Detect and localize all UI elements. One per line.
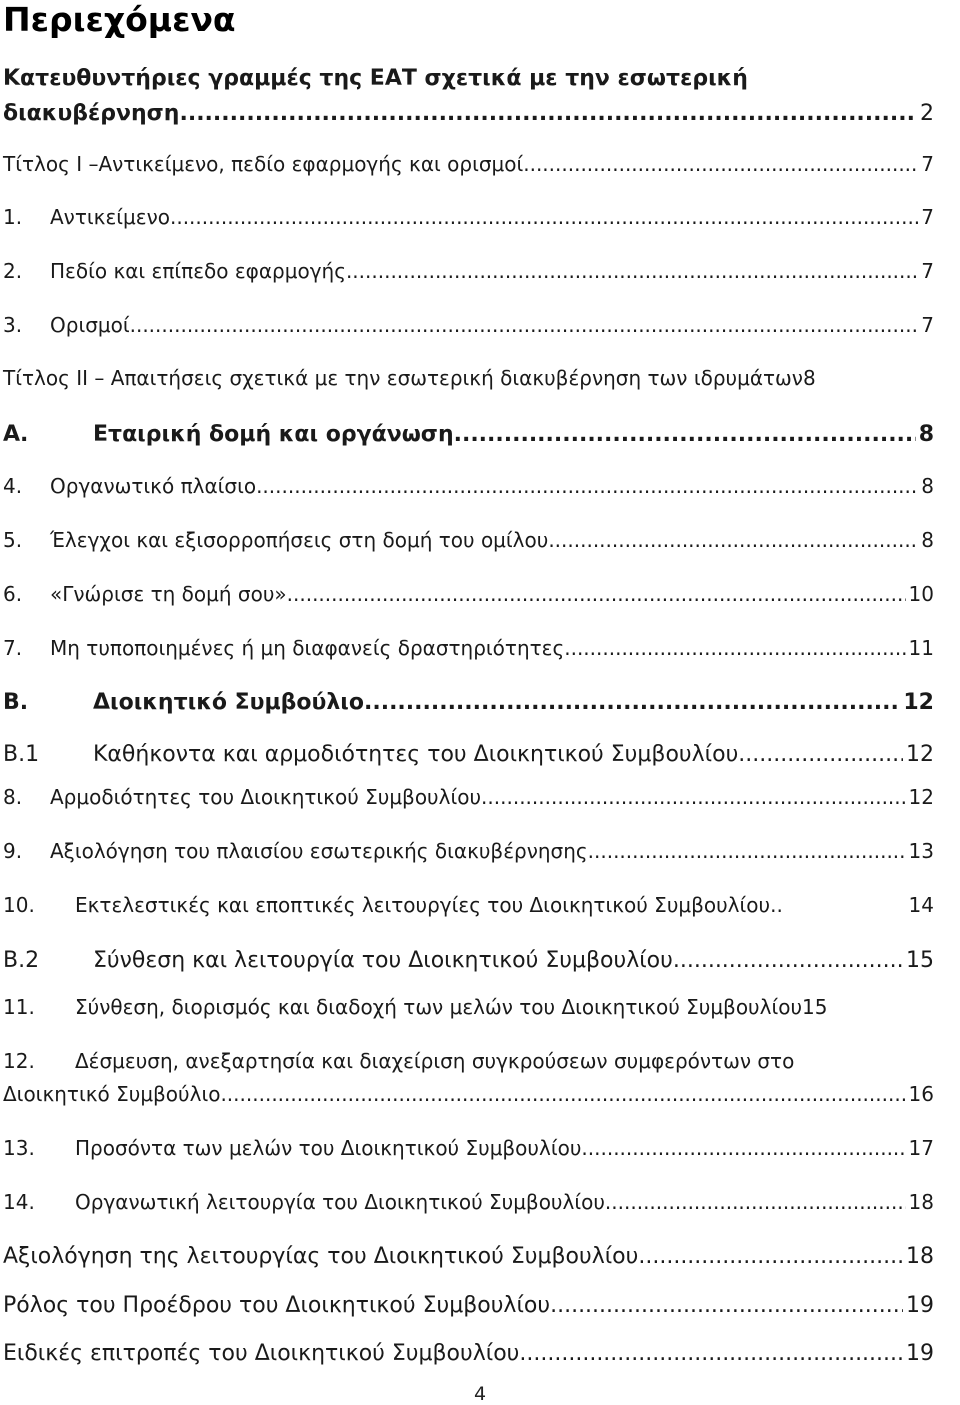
- toc-entry-page: 14: [908, 893, 934, 917]
- toc-entry-text: Τίτλος I –Αντικείμενο, πεδίο εφαρμογής και ορισμοί: [3, 152, 524, 176]
- toc-entry-title-1[interactable]: [3, 152, 934, 176]
- toc-entry-text: Διοικητικό Συμβούλιο: [3, 1082, 221, 1106]
- toc-entry-section-b2[interactable]: [3, 948, 934, 973]
- toc-entry-page: 15: [906, 948, 934, 973]
- dot-leader: [346, 259, 918, 283]
- toc-entry-12-line1[interactable]: [3, 1049, 934, 1073]
- dot-leader: [605, 1190, 906, 1214]
- toc-entry-text: Ρόλος του Προέδρου του Διοικητικού Συμβουλίου: [3, 1293, 551, 1318]
- toc-entry-page: 18: [908, 1190, 934, 1214]
- toc-entry-number: 8.: [3, 785, 23, 809]
- toc-entry-page: 7: [921, 259, 934, 283]
- toc-entry-text: Αρμοδιότητες του Διοικητικού Συμβουλίου: [50, 785, 482, 809]
- dot-leader: [454, 422, 916, 447]
- toc-entry-guidelines[interactable]: [3, 101, 934, 126]
- toc-entry-text: Αξιολόγηση της λειτουργίας του Διοικητικού Συμβουλίου: [3, 1244, 639, 1269]
- toc-entry-page: 2: [920, 101, 934, 126]
- toc-entry-number: 14.: [3, 1190, 35, 1214]
- toc-entry-page: 8: [921, 474, 934, 498]
- toc-entry-number: 3.: [3, 313, 23, 337]
- dot-leader: [481, 785, 906, 809]
- toc-entry-number: Β.2: [3, 948, 40, 973]
- toc-entry-text: Αντικείμενο: [50, 205, 170, 229]
- toc-entry-text: Σύνθεση, διορισμός και διαδοχή των μελών του Διοικητικού Συμβουλίου15: [75, 995, 828, 1019]
- toc-entry-number: Β.1: [3, 742, 40, 767]
- toc-entry-12[interactable]: [3, 1082, 934, 1106]
- toc-entry-title-2[interactable]: [3, 366, 934, 390]
- toc-entry-page: 12: [906, 742, 934, 767]
- dot-leader: [256, 474, 918, 498]
- toc-entry-text: Αξιολόγηση του πλαισίου εσωτερικής διακυβέρνησης: [50, 839, 588, 863]
- page-number: 4: [473, 1383, 487, 1405]
- toc-entry-text: Σύνθεση και λειτουργία του Διοικητικού Συμβουλίου: [93, 948, 673, 973]
- toc-entry-page: 8: [918, 422, 934, 447]
- toc-entry-7[interactable]: [3, 636, 934, 660]
- toc-entry-text: Εκτελεστικές και εποπτικές λειτουργίες του Διοικητικού Συμβουλίου..: [75, 893, 783, 917]
- toc-entry-page: 7: [921, 152, 934, 176]
- dot-leader: [673, 948, 903, 973]
- toc-entry-number: 6.: [3, 582, 23, 606]
- toc-entry-page: 7: [921, 313, 934, 337]
- toc-entry-text: Πεδίο και επίπεδο εφαρμογής: [50, 259, 346, 283]
- toc-entry-5[interactable]: [3, 528, 934, 552]
- toc-entry-14[interactable]: [3, 1190, 934, 1214]
- toc-entry-number: 9.: [3, 839, 23, 863]
- toc-title: Περιεχόμενα: [3, 0, 236, 39]
- toc-entry-page: 19: [906, 1293, 934, 1318]
- toc-entry-text: Ειδικές επιτροπές του Διοικητικού Συμβουλίου: [3, 1341, 520, 1366]
- dot-leader: [564, 636, 905, 660]
- toc-entry-chair-role[interactable]: [3, 1293, 934, 1318]
- toc-entry-text: Έλεγχοι και εξισορροπήσεις στη δομή του ομίλου: [50, 528, 549, 552]
- dot-leader: [130, 313, 919, 337]
- toc-entry-13[interactable]: [3, 1136, 934, 1160]
- toc-entry-text: Προσόντα των μελών του Διοικητικού Συμβουλίου: [75, 1136, 582, 1160]
- toc-entry-number: 5.: [3, 528, 23, 552]
- dot-leader: [523, 152, 918, 176]
- toc-entry-number: 7.: [3, 636, 23, 660]
- toc-entry-11[interactable]: [3, 995, 960, 1019]
- dot-leader: [220, 1082, 905, 1106]
- toc-entry-page: 18: [906, 1244, 934, 1269]
- toc-entry-text: Ορισμοί: [50, 313, 130, 337]
- toc-entry-text: Διοικητικό Συμβούλιο: [93, 690, 364, 715]
- dot-leader: [179, 101, 917, 126]
- toc-entry-page: 7: [921, 205, 934, 229]
- toc-entry-number: Β.: [3, 690, 29, 715]
- toc-entry-text: Καθήκοντα και αρμοδιότητες του Διοικητικού Συμβουλίου: [93, 742, 739, 767]
- dot-leader: [519, 1341, 903, 1366]
- dot-leader: [638, 1244, 903, 1269]
- toc-entry-committees[interactable]: [3, 1341, 934, 1366]
- toc-entry-text: Κατευθυντήριες γραμμές της ΕΑΤ σχετικά με την εσωτερική: [3, 66, 748, 91]
- toc-entry-section-a[interactable]: [3, 422, 934, 447]
- toc-entry-page: 16: [908, 1082, 934, 1106]
- toc-entry-text: Οργανωτική λειτουργία του Διοικητικού Συμβουλίου: [75, 1190, 605, 1214]
- toc-entry-page: 13: [908, 839, 934, 863]
- toc-entry-number: 4.: [3, 474, 23, 498]
- dot-leader: [287, 582, 906, 606]
- toc-entry-page: 10: [908, 582, 934, 606]
- dot-leader: [548, 528, 918, 552]
- toc-entry-number: 1.: [3, 205, 23, 229]
- toc-entry-page: 11: [908, 636, 934, 660]
- toc-entry-number: 12.: [3, 1049, 35, 1073]
- toc-entry-section-b[interactable]: [3, 690, 934, 715]
- toc-entry-page: 12: [903, 690, 934, 715]
- dot-leader: [550, 1293, 903, 1318]
- toc-entry-page: 12: [908, 785, 934, 809]
- toc-entry-9[interactable]: [3, 839, 934, 863]
- toc-entry-text: Δέσμευση, ανεξαρτησία και διαχείριση συγκρούσεων συμφερόντων στο: [75, 1049, 795, 1073]
- toc-entry-text: Εταιρική δομή και οργάνωση: [93, 422, 454, 447]
- dot-leader: [738, 742, 903, 767]
- dot-leader: [588, 839, 906, 863]
- toc-entry-number: 13.: [3, 1136, 35, 1160]
- toc-entry-number: 11.: [3, 995, 35, 1019]
- toc-entry-1[interactable]: [3, 205, 934, 229]
- dot-leader: [364, 690, 900, 715]
- toc-entry-text: Μη τυποποιημένες ή μη διαφανείς δραστηριότητες: [50, 636, 565, 660]
- toc-entry-2[interactable]: [3, 259, 934, 283]
- toc-entry-board-evaluation[interactable]: [3, 1244, 934, 1269]
- toc-entry-number: Α.: [3, 422, 29, 447]
- toc-entry-number: 2.: [3, 259, 23, 283]
- toc-entry-text: Οργανωτικό πλαίσιο: [50, 474, 257, 498]
- dot-leader: [581, 1136, 905, 1160]
- toc-entry-6[interactable]: [3, 582, 934, 606]
- toc-entry-text: Τίτλος II – Απαιτήσεις σχετικά με την εσωτερική διακυβέρνηση των ιδρυμάτων8: [3, 366, 816, 390]
- toc-entry-10[interactable]: [3, 893, 934, 917]
- toc-entry-4[interactable]: [3, 474, 934, 498]
- toc-entry-8[interactable]: [3, 785, 934, 809]
- toc-entry-text: «Γνώρισε τη δομή σου»: [50, 582, 287, 606]
- toc-entry-section-b1[interactable]: [3, 742, 934, 767]
- toc-entry-number: 10.: [3, 893, 35, 917]
- toc-entry-page: 19: [906, 1341, 934, 1366]
- toc-entry-3[interactable]: [3, 313, 934, 337]
- toc-entry-guidelines-line1[interactable]: [3, 66, 748, 91]
- toc-entry-text: διακυβέρνηση: [3, 101, 180, 126]
- dot-leader: [170, 205, 918, 229]
- toc-entry-page: 17: [908, 1136, 934, 1160]
- toc-entry-page: 8: [921, 528, 934, 552]
